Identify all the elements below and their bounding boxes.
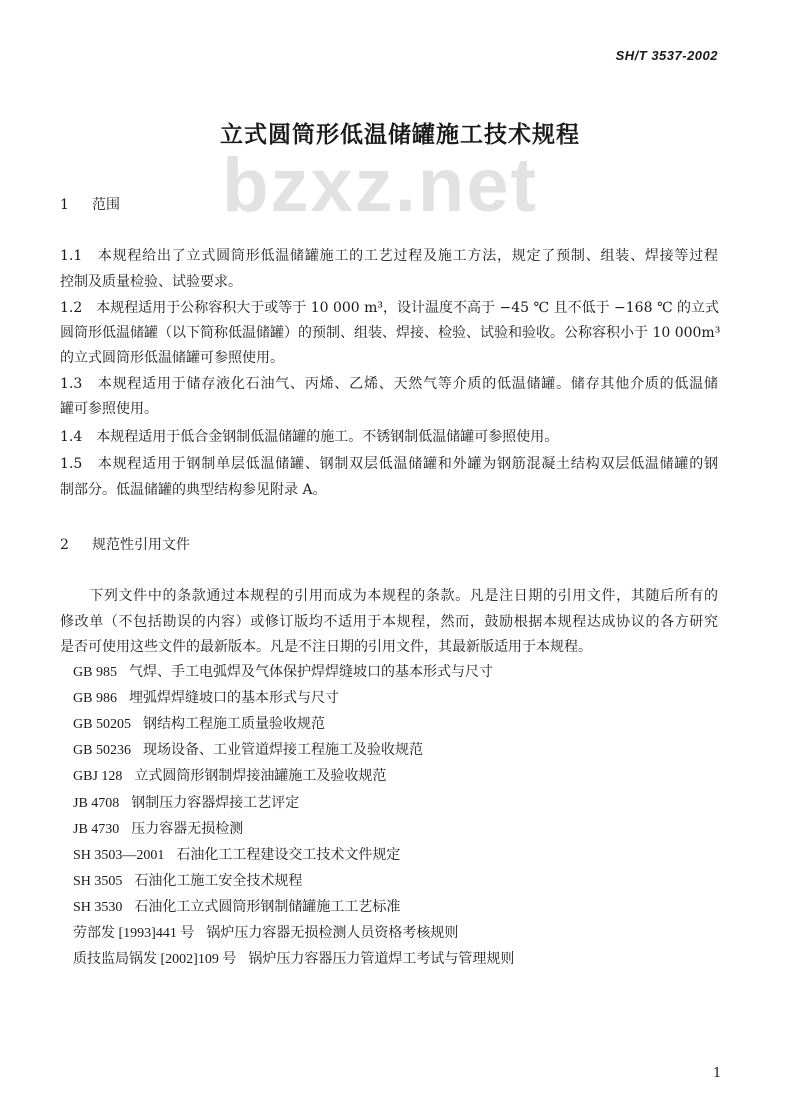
paragraph-line: 制部分。低温储罐的典型结构参见附录 A。: [60, 482, 327, 498]
section-title: 范围: [92, 197, 120, 213]
reference-code: JB 4730: [73, 821, 120, 837]
paragraph-line: 罐可参照使用。: [60, 401, 158, 417]
reference-item: [73, 819, 243, 840]
paragraph-line: 控制及质量检验、试验要求。: [60, 274, 242, 290]
section-1-heading: [60, 194, 120, 214]
reference-title: 埋弧焊焊缝坡口的基本形式与尺寸: [128, 690, 339, 707]
reference-code: GBJ 128: [73, 769, 123, 785]
reference-item: [73, 845, 400, 866]
paragraph-line: 1.1 本规程给出了立式圆筒形低温储罐施工的工艺过程及施工方法，规定了预制、组装、焊接等过程: [60, 248, 718, 264]
reference-title: 压力容器无损检测: [131, 820, 244, 837]
reference-title: 石油化工立式圆筒形钢制储罐施工工艺标准: [134, 898, 401, 915]
section-number: 2: [60, 537, 69, 553]
section-title: 规范性引用文件: [92, 537, 190, 553]
reference-item: [73, 793, 299, 814]
reference-title: 石油化工工程建设交工技术文件规定: [176, 846, 401, 863]
reference-code: JB 4708: [73, 795, 120, 811]
reference-item: [73, 871, 302, 892]
paragraph-line: 圆筒形低温储罐（以下简称低温储罐）的预制、组装、焊接、检验、试验和验收。公称容积小于 10 000m³: [60, 325, 721, 341]
page-number: 1: [713, 1066, 722, 1081]
paragraph-line: 1.4 本规程适用于低合金钢制低温储罐的施工。不锈钢制低温储罐可参照使用。: [60, 429, 559, 445]
reference-title: 锅炉压力容器无损检测人员资格考核规则: [206, 925, 459, 941]
reference-title: 钢结构工程施工质量验收规范: [142, 716, 325, 733]
reference-title: 气焊、手工电弧焊及气体保护焊焊缝坡口的基本形式与尺寸: [128, 664, 493, 680]
reference-code: 劳部发 [1993]441 号: [73, 926, 195, 941]
reference-item: [73, 897, 400, 918]
reference-title: 钢制压力容器焊接工艺评定: [131, 794, 300, 811]
reference-code: GB 985: [73, 665, 117, 680]
reference-title: 立式圆筒形钢制焊接油罐施工及验收规范: [134, 768, 387, 785]
reference-code: 质技监局锅发 [2002]109 号: [73, 952, 237, 968]
standard-code: SH/T 3537-2002: [615, 48, 718, 63]
reference-code: SH 3530: [73, 899, 123, 915]
reference-code: GB 50205: [73, 717, 131, 733]
paragraph-line: 1.3 本规程适用于储存液化石油气、丙烯、乙烯、天然气等介质的低温储罐。储存其他介质的低温储: [60, 376, 718, 392]
reference-title: 现场设备、工业管道焊接工程施工及验收规范: [142, 742, 423, 759]
reference-code: SH 3503—2001: [73, 847, 165, 863]
paragraph-line: 1.5 本规程适用于钢制单层低温储罐、钢制双层低温储罐和外罐为钢筋混凝土结构双层低温储罐的钢: [60, 456, 718, 472]
intro-line: 修改单（不包括勘误的内容）或修订版均不适用于本规程，然而，鼓励根据本规程达成协议的各方研究: [60, 614, 718, 630]
reference-item: [73, 766, 386, 787]
reference-item: [73, 923, 458, 944]
paragraph-line: 1.2 本规程适用于公称容积大于或等于 10 000 m³，设计温度不高于 −45 ℃ 且不低于 −168 ℃ 的立式: [60, 300, 720, 316]
intro-line: 下列文件中的条款通过本规程的引用而成为本规程的条款。凡是注日期的引用文件，其随后所有的: [60, 588, 718, 604]
reference-item: [73, 714, 325, 735]
reference-title: 锅炉压力容器压力管道焊工考试与管理规则: [248, 951, 515, 968]
reference-item: [73, 688, 339, 709]
watermark: bzxz.net: [222, 143, 538, 228]
paragraph-line: 的立式圆筒形低温储罐可参照使用。: [60, 350, 284, 366]
reference-title: 石油化工施工安全技术规程: [134, 872, 303, 889]
reference-item: [73, 662, 493, 683]
section-2-heading: [60, 534, 190, 554]
reference-code: GB 50236: [73, 743, 131, 759]
document-title: 立式圆筒形低温储罐施工技术规程: [220, 122, 580, 148]
reference-item: [73, 949, 514, 970]
reference-item: [73, 740, 423, 761]
reference-code: GB 986: [73, 691, 117, 707]
reference-code: SH 3505: [73, 873, 123, 889]
section-number: 1: [60, 197, 69, 213]
intro-line: 是否可使用这些文件的最新版本。凡是不注日期的引用文件，其最新版适用于本规程。: [60, 639, 592, 655]
